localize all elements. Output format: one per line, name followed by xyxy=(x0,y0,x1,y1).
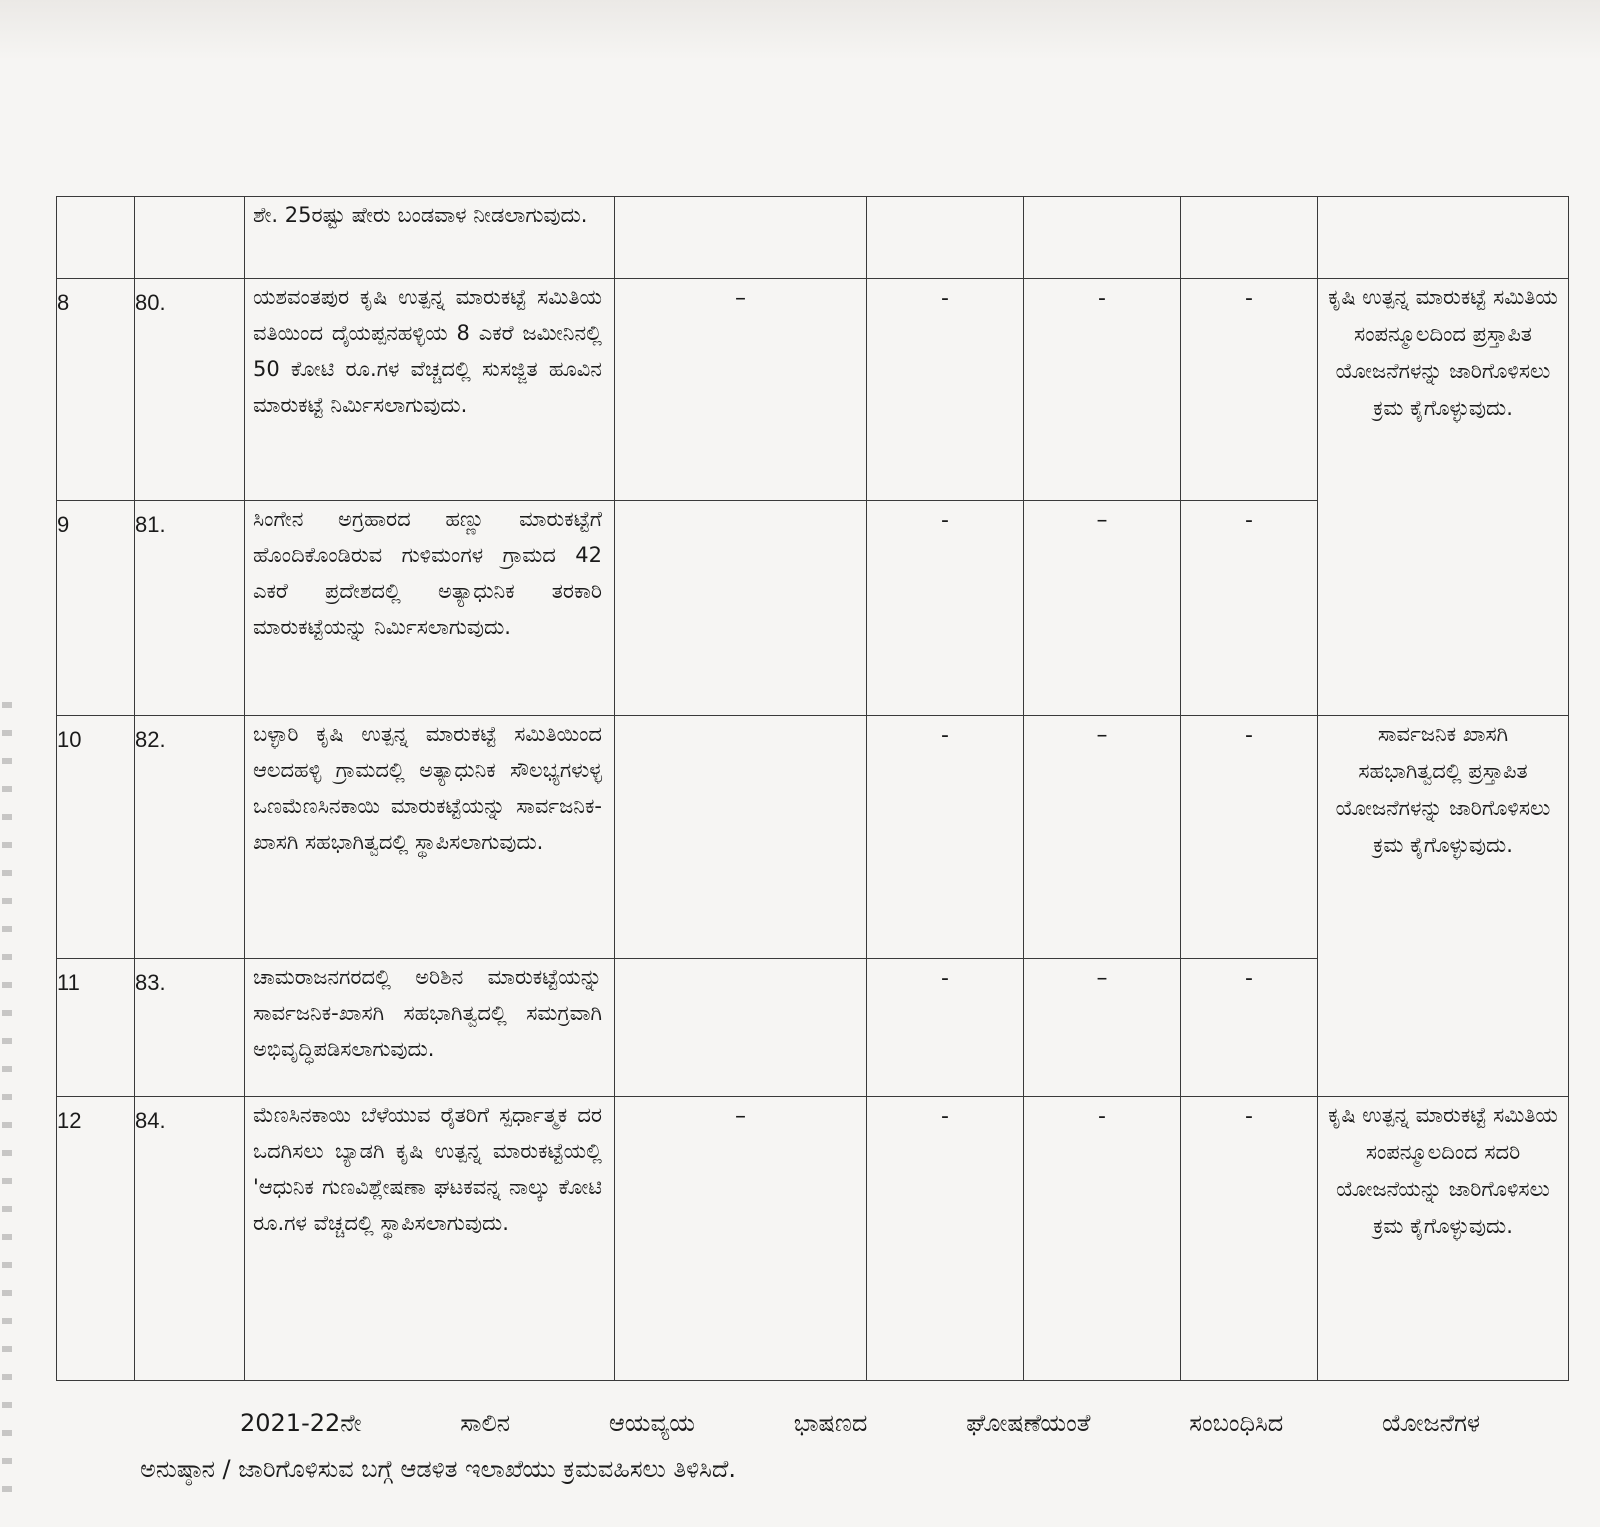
status-cell-d: - xyxy=(1181,279,1318,501)
sl-cell: 12 xyxy=(57,1097,135,1381)
status-cell-b: - xyxy=(867,959,1024,1097)
table-row xyxy=(57,716,1569,959)
footer-line-2: ಅನುಷ್ಠಾನ / ಜಾರಿಗೊಳಿಸುವ ಬಗ್ಗೆ ಆಡಳಿತ ಇಲಾಖೆಯು ಕ್ರಮವಹಿಸಲು ತಿಳಿಸಿದೆ. xyxy=(140,1455,737,1483)
status-cell-b: - xyxy=(867,279,1024,501)
para-no-cell xyxy=(135,197,245,279)
para-no-cell: 82. xyxy=(135,716,245,959)
status-cell-c xyxy=(1024,197,1181,279)
remarks-cell-ppp: ಸಾರ್ವಜನಿಕ ಖಾಸಗಿ ಸಹಭಾಗಿತ್ವದಲ್ಲಿ ಪ್ರಸ್ತಾಪಿತ ಯೋಜನೆಗಳನ್ನು ಜಾರಿಗೊಳಿಸಲು ಕ್ರಮ ಕೈಗೊಳ್ಳುವುದು. xyxy=(1318,716,1569,1097)
para-no-cell: 83. xyxy=(135,959,245,1097)
status-cell-a xyxy=(615,959,867,1097)
status-cell-a xyxy=(615,197,867,279)
sl-cell: 10 xyxy=(57,716,135,959)
status-cell-d: - xyxy=(1181,1097,1318,1381)
status-cell-c: – xyxy=(1024,716,1181,959)
para-no-cell: 80. xyxy=(135,279,245,501)
status-cell-d: - xyxy=(1181,716,1318,959)
table-row xyxy=(57,1097,1569,1381)
status-cell-c: - xyxy=(1024,279,1181,501)
status-cell-a: – xyxy=(615,1097,867,1381)
description-cell: ಶೇ. 25ರಷ್ಟು ಷೇರು ಬಂಡವಾಳ ನೀಡಲಾಗುವುದು. xyxy=(245,197,615,279)
description-cell: ಯಶವಂತಪುರ ಕೃಷಿ ಉತ್ಪನ್ನ ಮಾರುಕಟ್ಟೆ ಸಮಿತಿಯ ವತಿಯಿಂದ ದೈಯಪ್ಪನಹಳ್ಳಿಯ 8 ಎಕರೆ ಜಮೀನಿನಲ್ಲಿ 50 ಕೋಟಿ ರೂ.ಗಳ ವೆಚ್ಚದಲ್ಲಿ ಸುಸಜ್ಜಿತ ಹೂವಿನ ಮಾರುಕಟ್ಟೆ ನಿರ್ಮಿಸಲಾಗುವುದು. xyxy=(245,279,615,501)
sl-cell: 8 xyxy=(57,279,135,501)
description-cell: ಮೆಣಸಿನಕಾಯಿ ಬೆಳೆಯುವ ರೈತರಿಗೆ ಸ್ಪರ್ಧಾತ್ಮಕ ದರ ಒದಗಿಸಲು ಬ್ಯಾಡಗಿ ಕೃಷಿ ಉತ್ಪನ್ನ ಮಾರುಕಟ್ಟೆಯಲ್ಲಿ 'ಆಧುನಿಕ ಗುಣವಿಶ್ಲೇಷಣಾ ಘಟಕವನ್ನ ನಾಲ್ಕು ಕೋಟಿ ರೂ.ಗಳ ವೆಚ್ಚದಲ್ಲಿ ಸ್ಥಾಪಿಸಲಾಗುವುದು. xyxy=(245,1097,615,1381)
status-cell-d xyxy=(1181,197,1318,279)
status-cell-c: - xyxy=(1024,1097,1181,1381)
status-cell-a xyxy=(615,716,867,959)
description-cell: ಚಾಮರಾಜನಗರದಲ್ಲಿ ಅರಿಶಿನ ಮಾರುಕಟ್ಟೆಯನ್ನು ಸಾರ್ವಜನಿಕ-ಖಾಸಗಿ ಸಹಭಾಗಿತ್ವದಲ್ಲಿ ಸಮಗ್ರವಾಗಿ ಅಭಿವೃದ್ಧಿಪಡಿಸಲಾಗುವುದು. xyxy=(245,959,615,1097)
remarks-cell-apmc: ಕೃಷಿ ಉತ್ಪನ್ನ ಮಾರುಕಟ್ಟೆ ಸಮಿತಿಯ ಸಂಪನ್ಮೂಲದಿಂದ ಪ್ರಸ್ತಾಪಿತ ಯೋಜನೆಗಳನ್ನು ಜಾರಿಗೊಳಿಸಲು ಕ್ರಮ ಕೈಗೊಳ್ಳುವುದು. xyxy=(1318,279,1569,716)
status-cell-c: – xyxy=(1024,959,1181,1097)
status-cell-b: - xyxy=(867,716,1024,959)
description-cell: ಬಳ್ಳಾರಿ ಕೃಷಿ ಉತ್ಪನ್ನ ಮಾರುಕಟ್ಟೆ ಸಮಿತಿಯಿಂದ ಆಲದಹಳ್ಳಿ ಗ್ರಾಮದಲ್ಲಿ ಅತ್ಯಾಧುನಿಕ ಸೌಲಭ್ಯಗಳುಳ್ಳ ಒಣಮೆಣಸಿನಕಾಯಿ ಮಾರುಕಟ್ಟೆಯನ್ನು ಸಾರ್ವಜನಿಕ-ಖಾಸಗಿ ಸಹಭಾಗಿತ್ವದಲ್ಲಿ ಸ್ಥಾಪಿಸಲಾಗುವುದು. xyxy=(245,716,615,959)
table-row xyxy=(57,197,1569,279)
sl-cell xyxy=(57,197,135,279)
status-cell-a xyxy=(615,501,867,716)
scheme-status-table xyxy=(56,196,1569,1381)
status-cell-b: - xyxy=(867,501,1024,716)
remarks-cell xyxy=(1318,197,1569,279)
footer-note xyxy=(140,1400,1480,1492)
para-no-cell: 81. xyxy=(135,501,245,716)
sl-cell: 11 xyxy=(57,959,135,1097)
table-row xyxy=(57,279,1569,501)
status-cell-b: - xyxy=(867,1097,1024,1381)
description-cell: ಸಿಂಗೇನ ಅಗ್ರಹಾರದ ಹಣ್ಣು ಮಾರುಕಟ್ಟೆಗೆ ಹೊಂದಿಕೊಂಡಿರುವ ಗುಳಿಮಂಗಳ ಗ್ರಾಮದ 42 ಎಕರೆ ಪ್ರದೇಶದಲ್ಲಿ ಅತ್ಯಾಧುನಿಕ ತರಕಾರಿ ಮಾರುಕಟ್ಟೆಯನ್ನು ನಿರ್ಮಿಸಲಾಗುವುದು. xyxy=(245,501,615,716)
status-cell-a: – xyxy=(615,279,867,501)
status-cell-d: - xyxy=(1181,959,1318,1097)
status-cell-c: – xyxy=(1024,501,1181,716)
status-cell-b xyxy=(867,197,1024,279)
para-no-cell: 84. xyxy=(135,1097,245,1381)
status-cell-d: - xyxy=(1181,501,1318,716)
footer-line-1: 2021-22ನೇ ಸಾಲಿನ ಆಯವ್ಯಯ ಭಾಷಣದ ಘೋಷಣೆಯಂತೆ ಸಂಬಂಧಿಸಿದ ಯೋಜನೆಗಳ xyxy=(240,1409,1480,1437)
remarks-cell-apmc-single: ಕೃಷಿ ಉತ್ಪನ್ನ ಮಾರುಕಟ್ಟೆ ಸಮಿತಿಯ ಸಂಪನ್ಮೂಲದಿಂದ ಸದರಿ ಯೋಜನೆಯನ್ನು ಜಾರಿಗೊಳಿಸಲು ಕ್ರಮ ಕೈಗೊಳ್ಳುವುದು. xyxy=(1318,1097,1569,1381)
binding-edge-marks xyxy=(2,680,12,1500)
sl-cell: 9 xyxy=(57,501,135,716)
